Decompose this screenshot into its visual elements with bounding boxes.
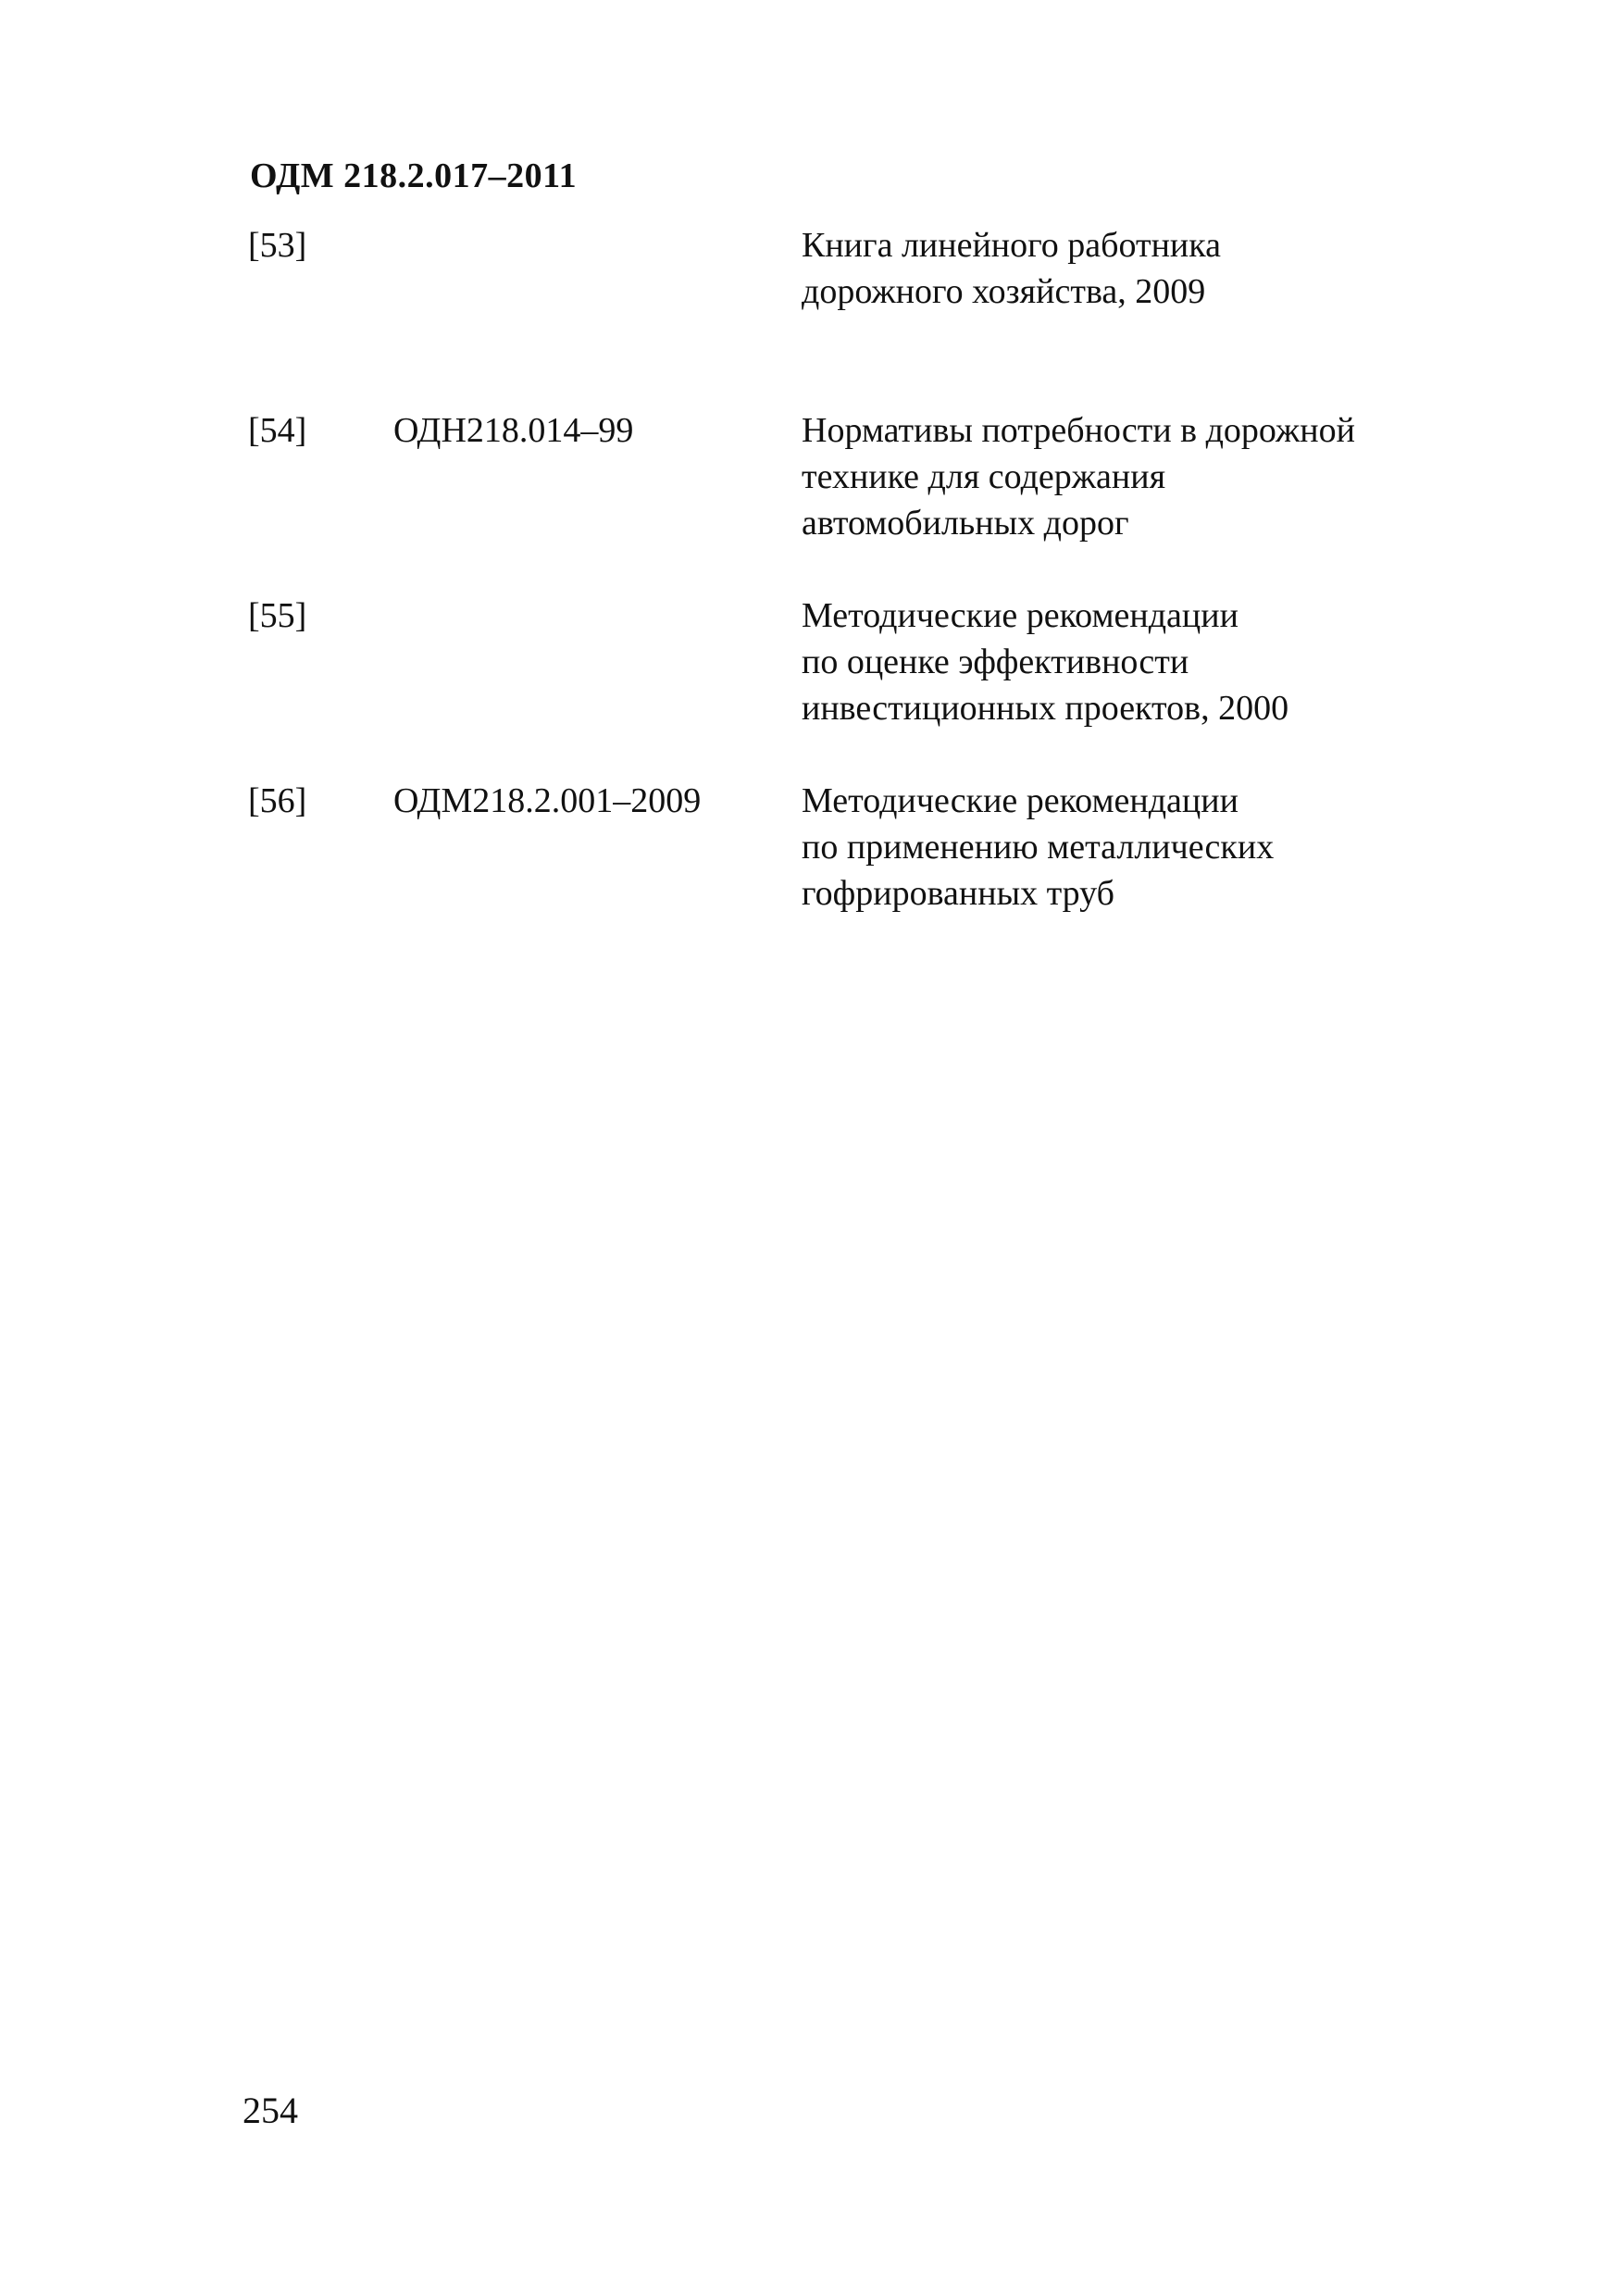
reference-title xyxy=(802,778,1468,917)
reference-list xyxy=(248,222,1470,963)
reference-item xyxy=(248,593,1470,778)
reference-code: ОДН218.014–99 xyxy=(393,411,634,450)
reference-number: [56] xyxy=(248,781,307,820)
reference-number: [55] xyxy=(248,596,307,635)
page-number: 254 xyxy=(243,2090,298,2131)
reference-title-line: гофрированных труб xyxy=(802,874,1115,913)
reference-title-line: дорожного хозяйства, 2009 xyxy=(802,272,1206,311)
reference-title-line: инвестиционных проектов, 2000 xyxy=(802,689,1289,728)
reference-title xyxy=(802,222,1468,315)
reference-title-line: Методические рекомендации xyxy=(802,781,1238,820)
reference-code: ОДМ218.2.001–2009 xyxy=(393,781,702,820)
reference-title-line: автомобильных дорог xyxy=(802,504,1129,543)
reference-number: [54] xyxy=(248,411,307,450)
reference-title-line: по применению металлических xyxy=(802,828,1275,867)
reference-item xyxy=(248,407,1470,593)
reference-title-line: по оценке эффективности xyxy=(802,643,1189,681)
reference-title xyxy=(802,407,1468,546)
reference-title-line: Книга линейного работника xyxy=(802,226,1222,265)
document-code-header: ОДМ 218.2.017–2011 xyxy=(250,156,578,195)
reference-title-line: Методические рекомендации xyxy=(802,596,1238,635)
reference-title-line: технике для содержания xyxy=(802,457,1166,496)
reference-number: [53] xyxy=(248,226,307,265)
reference-title-line: Нормативы потребности в дорожной xyxy=(802,411,1355,450)
reference-item xyxy=(248,778,1470,963)
reference-title xyxy=(802,593,1468,731)
reference-item xyxy=(248,222,1470,407)
